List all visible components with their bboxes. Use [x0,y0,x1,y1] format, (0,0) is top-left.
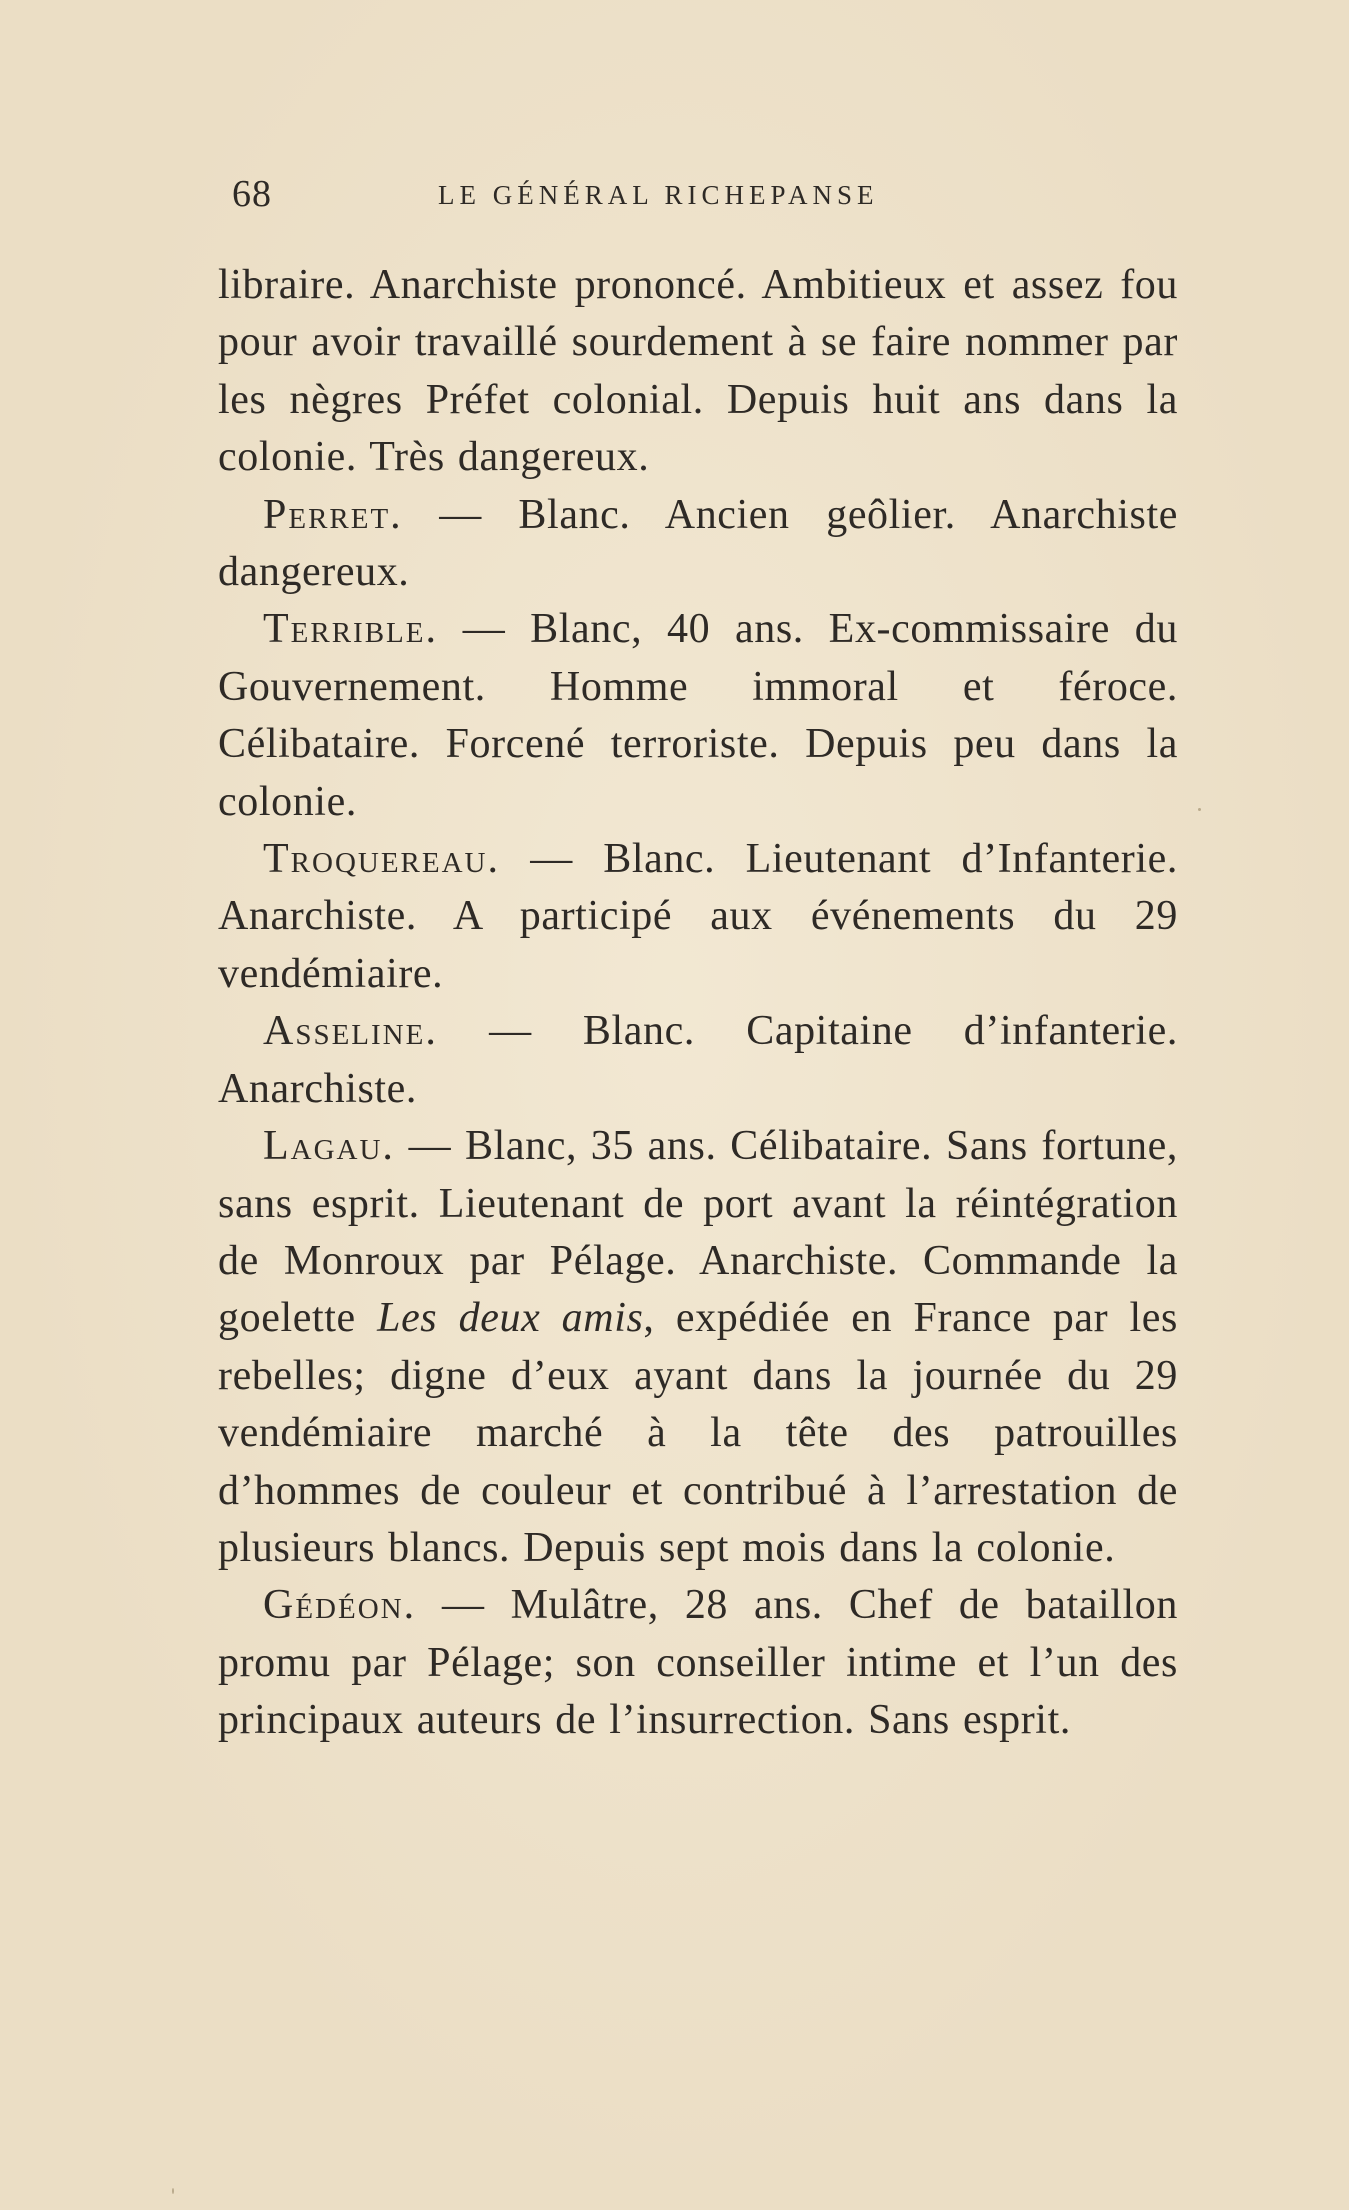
entry-troquereau [218,831,1178,1003]
paper-speck [172,2188,174,2194]
entry-terrible [218,601,1178,831]
entry-name: Asseline. [263,1008,438,1055]
page-number: 68 [232,173,272,215]
entry-perret [218,487,1178,602]
running-head [232,172,1172,222]
entry-gedeon [218,1577,1178,1749]
entry-name: Perret. [263,491,403,538]
intro-paragraph: libraire. Anarchiste prononcé. Ambitieux et assez fou pour avoir travaillé sourdement à se faire nommer par les nègres Préfet colonial. Depuis huit ans dans la colonie. Très dangereux. [218,262,1178,481]
entry-text: — Blanc. Capitaine d’infanterie. Anarchiste. [218,1008,1178,1112]
entry-name: Gédéon. [263,1582,417,1629]
running-title: LE GÉNÉRAL RICHEPANSE [438,180,879,210]
entry-text: — Blanc, 40 ans. Ex-commissaire du Gouvernement. Homme immoral et féroce. Célibataire. Forcené terroriste. Depuis peu dans la colonie. [218,606,1178,825]
entry-name: Lagau. [263,1123,395,1170]
entry-name: Terrible. [263,606,438,653]
entry-name: Troquereau. [263,836,500,883]
entry-asseline [218,1003,1178,1118]
entry-text: — Blanc. Lieutenant d’Infanterie. Anarchiste. A participé aux événements du 29 vendémiaire. [218,836,1178,997]
entry-text-continued: , expédiée en France par les rebelles; digne d’eux ayant dans la journée du 29 vendémiaire marché à la tête des patrouilles d’hommes de couleur et contribué à l’arrestation de plusieurs blancs. Depuis sept mois dans la colonie. [218,1295,1178,1571]
entry-text: — Blanc, 35 ans. Célibataire. Sans fortune, sans esprit. Lieutenant de port avant la réintégration de Monroux par Pélage. Anarchiste. Commande la goelette [218,1123,1178,1342]
entry-text: — Mulâtre, 28 ans. Chef de bataillon promu par Pélage; son conseiller intime et l’un des principaux auteurs de l’insurrection. Sans esprit. [218,1582,1178,1744]
paper-speck [1198,808,1201,811]
body-text [218,257,1178,1750]
entry-text: — Blanc. Ancien geôlier. Anarchiste dangereux. [218,491,1178,596]
ship-name: Les deux amis [377,1295,644,1342]
entry-lagau [218,1118,1178,1577]
